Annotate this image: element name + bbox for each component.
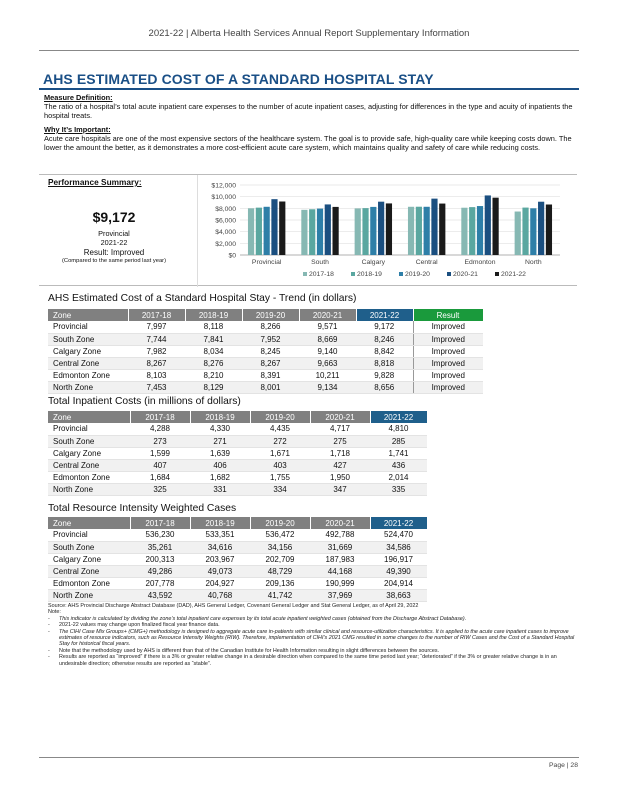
zone-cell: Edmonton Zone: [48, 471, 130, 483]
y-tick-label: $10,000: [211, 194, 236, 202]
bar: [493, 198, 499, 255]
bar: [370, 207, 376, 255]
value-cell: 285: [370, 435, 427, 447]
value-cell: 334: [250, 483, 310, 495]
notes-list: [48, 616, 584, 667]
legend-swatch: [495, 272, 499, 276]
table-row: [48, 357, 483, 369]
value-cell: 34,616: [190, 541, 250, 553]
value-cell: 204,927: [190, 577, 250, 589]
value-cell: 325: [130, 483, 190, 495]
column-header: 2021-22: [356, 309, 413, 321]
bar: [248, 208, 254, 255]
note-item: [48, 654, 584, 667]
value-cell: 34,156: [250, 541, 310, 553]
why-text: Acute care hospitals are one of the most expensive sectors of the healthcare system. The goal is to provide safe, high-quality care while keeping costs down. The lower the amount the better, as it demonstrates a more cost-efficient acute care system, which maintains quality and safety of care while reducing costs.: [44, 134, 572, 152]
value-cell: 403: [250, 459, 310, 471]
bar: [271, 199, 277, 255]
legend-label: 2017-18: [309, 271, 334, 278]
value-cell: 10,211: [299, 369, 356, 381]
value-cell: 203,967: [190, 553, 250, 565]
value-cell: 8,246: [356, 333, 413, 345]
bar: [325, 204, 331, 255]
bar: [469, 207, 475, 255]
value-cell: 196,917: [370, 553, 427, 565]
table-row: [48, 435, 427, 447]
value-cell: 8,210: [185, 369, 242, 381]
title-divider: [39, 88, 579, 90]
x-tick-label: Central: [415, 259, 438, 266]
value-cell: Improved: [413, 345, 483, 357]
note-text: 2021-22 values may change upon finalized fiscal year finance data.: [59, 622, 220, 629]
header-divider: [39, 50, 579, 51]
bar: [317, 209, 323, 255]
legend-label: 2018-19: [357, 271, 382, 278]
value-cell: 524,470: [370, 529, 427, 541]
value-cell: 533,351: [190, 529, 250, 541]
bar: [386, 203, 392, 255]
bar: [439, 204, 445, 255]
bar: [522, 208, 528, 255]
column-header: Result: [413, 309, 483, 321]
bar: [378, 202, 384, 255]
legend-label: 2020-21: [453, 271, 478, 278]
performance-label-year: 2021-22: [100, 238, 128, 247]
column-header: 2018-19: [190, 517, 250, 529]
performance-result-note: (Compared to the same period last year): [61, 258, 167, 264]
column-header: 2017-18: [130, 411, 190, 423]
column-header: 2019-20: [250, 517, 310, 529]
column-header: Zone: [48, 411, 130, 423]
column-header: Zone: [48, 309, 128, 321]
bar: [515, 212, 521, 255]
measure-text: The ratio of a hospital’s total acute inpatient care expenses to the number of acute inpatient cases, adjusting for differences in the type and acuity of inpatients the hospital treats.: [44, 102, 573, 120]
legend-swatch: [351, 272, 355, 276]
zone-cell: Calgary Zone: [48, 345, 128, 357]
table-row: [48, 577, 427, 589]
column-header: 2020-21: [299, 309, 356, 321]
page-header: 2021-22 | Alberta Health Services Annual Report Supplementary Information: [148, 28, 470, 39]
trend-table: [48, 309, 484, 394]
note-label: Note:: [48, 609, 61, 616]
value-cell: 4,810: [370, 423, 427, 435]
y-tick-label: $12,000: [211, 182, 236, 190]
value-cell: 8,034: [185, 345, 242, 357]
performance-result: Result: Improved: [83, 248, 145, 257]
x-tick-label: North: [525, 259, 542, 266]
y-tick-label: $6,000: [215, 217, 236, 225]
value-cell: 4,330: [190, 423, 250, 435]
notes-section: [48, 603, 584, 667]
value-cell: 9,140: [299, 345, 356, 357]
value-cell: 44,168: [310, 565, 370, 577]
zone-cell: South Zone: [48, 435, 130, 447]
value-cell: 8,266: [242, 321, 299, 333]
inpatient-costs-table-title: Total Inpatient Costs (in millions of dollars): [48, 396, 241, 407]
value-cell: 37,969: [310, 589, 370, 601]
value-cell: 7,952: [242, 333, 299, 345]
note-bullet: -: [48, 622, 50, 629]
legend-swatch: [399, 272, 403, 276]
value-cell: 48,729: [250, 565, 310, 577]
column-header: 2019-20: [250, 411, 310, 423]
zone-cell: Provincial: [48, 529, 130, 541]
value-cell: 187,983: [310, 553, 370, 565]
column-header: 2021-22: [370, 411, 427, 423]
value-cell: 7,982: [128, 345, 185, 357]
why-heading: Why It’s Important: [44, 125, 109, 134]
column-header: 2017-18: [130, 517, 190, 529]
note-bullet: -: [48, 615, 50, 622]
table-row: [48, 471, 427, 483]
value-cell: 1,639: [190, 447, 250, 459]
value-cell: Improved: [413, 369, 483, 381]
value-cell: 8,118: [185, 321, 242, 333]
value-cell: 4,288: [130, 423, 190, 435]
x-tick-label: Edmonton: [464, 259, 496, 266]
note-text: Note that the methodology used by AHS is different than that of the Canadian Institute for Health Information resulting in slight differences between the sources.: [59, 647, 440, 654]
zone-cell: Central Zone: [48, 357, 128, 369]
table-row: [48, 459, 427, 471]
cost-bar-chart: [197, 175, 577, 287]
bar: [538, 202, 544, 255]
zone-cell: South Zone: [48, 541, 130, 553]
table-row: [48, 321, 483, 333]
value-cell: 1,599: [130, 447, 190, 459]
value-cell: 436: [370, 459, 427, 471]
table-row: [48, 541, 427, 553]
measure-definition: Measure Definition: The ratio of a hospital’s total acute inpatient care expenses to the number of acute inpatient cases, adjusting for differences in the type and acuity of inpatients the hospital treats.: [44, 93, 573, 120]
value-cell: 271: [190, 435, 250, 447]
note-bullet: -: [48, 628, 50, 635]
value-cell: 209,136: [250, 577, 310, 589]
value-cell: 9,663: [299, 357, 356, 369]
value-cell: 1,950: [310, 471, 370, 483]
value-cell: 406: [190, 459, 250, 471]
table-row: [48, 345, 483, 357]
zone-cell: Provincial: [48, 423, 130, 435]
zone-cell: North Zone: [48, 589, 130, 601]
zone-cell: Edmonton Zone: [48, 577, 130, 589]
value-cell: 8,103: [128, 369, 185, 381]
value-cell: 31,669: [310, 541, 370, 553]
value-cell: 34,586: [370, 541, 427, 553]
bar: [424, 207, 430, 255]
trend-table-title: AHS Estimated Cost of a Standard Hospital Stay - Trend (in dollars): [48, 293, 357, 304]
zone-cell: Central Zone: [48, 565, 130, 577]
value-cell: 9,571: [299, 321, 356, 333]
bar: [431, 199, 437, 255]
measure-heading: Measure Definition: [44, 93, 111, 102]
value-cell: Improved: [413, 357, 483, 369]
zone-cell: South Zone: [48, 333, 128, 345]
value-cell: 49,073: [190, 565, 250, 577]
value-cell: 1,718: [310, 447, 370, 459]
value-cell: Improved: [413, 381, 483, 393]
table-row: [48, 589, 427, 601]
performance-summary-panel: [39, 175, 189, 287]
value-cell: 492,788: [310, 529, 370, 541]
bar: [546, 205, 552, 255]
y-tick-label: $0: [228, 252, 236, 260]
value-cell: 38,663: [370, 589, 427, 601]
table-row: [48, 369, 483, 381]
bar: [333, 207, 339, 255]
value-cell: 7,997: [128, 321, 185, 333]
value-cell: 49,286: [130, 565, 190, 577]
value-cell: 1,684: [130, 471, 190, 483]
value-cell: 7,744: [128, 333, 185, 345]
value-cell: 1,755: [250, 471, 310, 483]
bar: [301, 210, 307, 255]
value-cell: 9,134: [299, 381, 356, 393]
column-header: 2018-19: [190, 411, 250, 423]
value-cell: 35,261: [130, 541, 190, 553]
value-cell: 1,741: [370, 447, 427, 459]
value-cell: 275: [310, 435, 370, 447]
column-header: 2021-22: [370, 517, 427, 529]
value-cell: 8,391: [242, 369, 299, 381]
value-cell: 7,841: [185, 333, 242, 345]
value-cell: 200,313: [130, 553, 190, 565]
bar: [256, 208, 262, 255]
table-row: [48, 553, 427, 565]
table-row: [48, 423, 427, 435]
y-tick-label: $4,000: [215, 229, 236, 237]
performance-label-provincial: Provincial: [98, 229, 130, 238]
zone-cell: Central Zone: [48, 459, 130, 471]
value-cell: 427: [310, 459, 370, 471]
value-cell: 4,717: [310, 423, 370, 435]
value-cell: 9,172: [356, 321, 413, 333]
table-row: [48, 381, 483, 393]
value-cell: 536,472: [250, 529, 310, 541]
table-row: [48, 447, 427, 459]
definition-section: [44, 93, 575, 157]
value-cell: 202,709: [250, 553, 310, 565]
note-text: Results are reported as “improved” if there is a 3% or greater relative change in a desirable direction when compared to the same time period last year; “deteriorated” if the 3% or greater relative change is in an undesirable direction; otherwise results are reported as “stable”.: [59, 654, 557, 667]
value-cell: 8,267: [242, 357, 299, 369]
page-number: Page | 28: [549, 762, 578, 769]
value-cell: 43,592: [130, 589, 190, 601]
performance-value: $9,172: [92, 209, 136, 225]
column-header: 2020-21: [310, 411, 370, 423]
value-cell: 272: [250, 435, 310, 447]
value-cell: 7,453: [128, 381, 185, 393]
value-cell: Improved: [413, 321, 483, 333]
x-tick-label: South: [311, 259, 329, 266]
value-cell: 347: [310, 483, 370, 495]
bar: [461, 208, 467, 255]
value-cell: 190,999: [310, 577, 370, 589]
value-cell: 207,778: [130, 577, 190, 589]
y-tick-label: $8,000: [215, 205, 236, 213]
note-bullet: -: [48, 647, 50, 654]
table-row: [48, 483, 427, 495]
value-cell: Improved: [413, 333, 483, 345]
zone-cell: Provincial: [48, 321, 128, 333]
riw-table-title: Total Resource Intensity Weighted Cases: [48, 503, 237, 514]
bar: [362, 208, 368, 255]
value-cell: 1,682: [190, 471, 250, 483]
bar: [309, 209, 315, 255]
value-cell: 536,230: [130, 529, 190, 541]
table-row: [48, 565, 427, 577]
value-cell: 8,267: [128, 357, 185, 369]
value-cell: 2,014: [370, 471, 427, 483]
column-header: Zone: [48, 517, 130, 529]
table-row: [48, 529, 427, 541]
value-cell: 331: [190, 483, 250, 495]
bar: [530, 208, 536, 255]
legend-label: 2019-20: [405, 271, 430, 278]
zone-cell: North Zone: [48, 483, 130, 495]
value-cell: 8,001: [242, 381, 299, 393]
zone-cell: North Zone: [48, 381, 128, 393]
x-tick-label: Provincial: [251, 259, 282, 266]
x-tick-label: Calgary: [361, 259, 386, 266]
note-item: [48, 629, 584, 648]
bar: [355, 208, 361, 255]
riw-cases-table: [48, 517, 428, 602]
zone-cell: Calgary Zone: [48, 553, 130, 565]
value-cell: 335: [370, 483, 427, 495]
value-cell: 8,656: [356, 381, 413, 393]
value-cell: 40,768: [190, 589, 250, 601]
value-cell: 8,245: [242, 345, 299, 357]
value-cell: 41,742: [250, 589, 310, 601]
note-text: This indicator is calculated by dividing the zone’s total inpatient care expenses by its total acute inpatient weighted cases (obtained from the Discharge Abstract Database).: [59, 615, 467, 622]
value-cell: 273: [130, 435, 190, 447]
column-header: 2019-20: [242, 309, 299, 321]
value-cell: 8,842: [356, 345, 413, 357]
column-header: 2017-18: [128, 309, 185, 321]
value-cell: 9,828: [356, 369, 413, 381]
bar: [477, 206, 483, 255]
value-cell: 204,914: [370, 577, 427, 589]
value-cell: 1,671: [250, 447, 310, 459]
performance-summary: [39, 174, 577, 286]
y-tick-label: $2,000: [215, 240, 236, 248]
legend-swatch: [303, 272, 307, 276]
source-note: Source: AHS Provincial Discharge Abstract Database (DAD), AHS General Ledger, Covenant General Ledger and Stat General Ledger, as of April 29, 2022: [48, 603, 419, 609]
inpatient-costs-table: [48, 411, 428, 496]
zone-cell: Edmonton Zone: [48, 369, 128, 381]
footer-divider: [39, 757, 579, 758]
value-cell: 49,390: [370, 565, 427, 577]
value-cell: 8,129: [185, 381, 242, 393]
legend-label: 2021-22: [501, 271, 526, 278]
performance-heading: Performance Summary:: [48, 177, 142, 187]
note-bullet: -: [48, 654, 50, 661]
note-text: The CIHI Case Mix Groups+ (CMG+) methodology is designed to aggregate acute care in-patients with similar clinical and resource-utilization characteristics. It is applied to the acute care inpatient cases to improve estimates of resource indicators, such as Resource Intensity Weights (RIW). Therefore, implementation of CIHI’s 2021 CMG resulted in some changes to the number of RIW Cases and the Cost of a Standard Hospital Stay for historical fiscal years.: [59, 628, 575, 648]
bar: [416, 207, 422, 255]
cost-bar-chart-svg: [198, 175, 578, 287]
value-cell: 4,435: [250, 423, 310, 435]
legend-swatch: [447, 272, 451, 276]
page-title: AHS ESTIMATED COST OF A STANDARD HOSPITAL STAY: [43, 71, 434, 87]
value-cell: 8,669: [299, 333, 356, 345]
value-cell: 407: [130, 459, 190, 471]
column-header: 2020-21: [310, 517, 370, 529]
table-row: [48, 333, 483, 345]
bar: [408, 207, 414, 255]
why-important: Why It’s Important: Acute care hospitals are one of the most expensive sectors of the healthcare system. The goal is to provide safe, high-quality care while keeping costs down. The lower the amount the better, as it demonstrates a more cost-efficient acute care system, which maintains quality and safety of care while reducing costs.: [44, 125, 572, 152]
bar: [485, 195, 491, 255]
value-cell: 8,276: [185, 357, 242, 369]
column-header: 2018-19: [185, 309, 242, 321]
value-cell: 8,818: [356, 357, 413, 369]
zone-cell: Calgary Zone: [48, 447, 130, 459]
bar: [264, 207, 270, 255]
bar: [279, 201, 285, 255]
